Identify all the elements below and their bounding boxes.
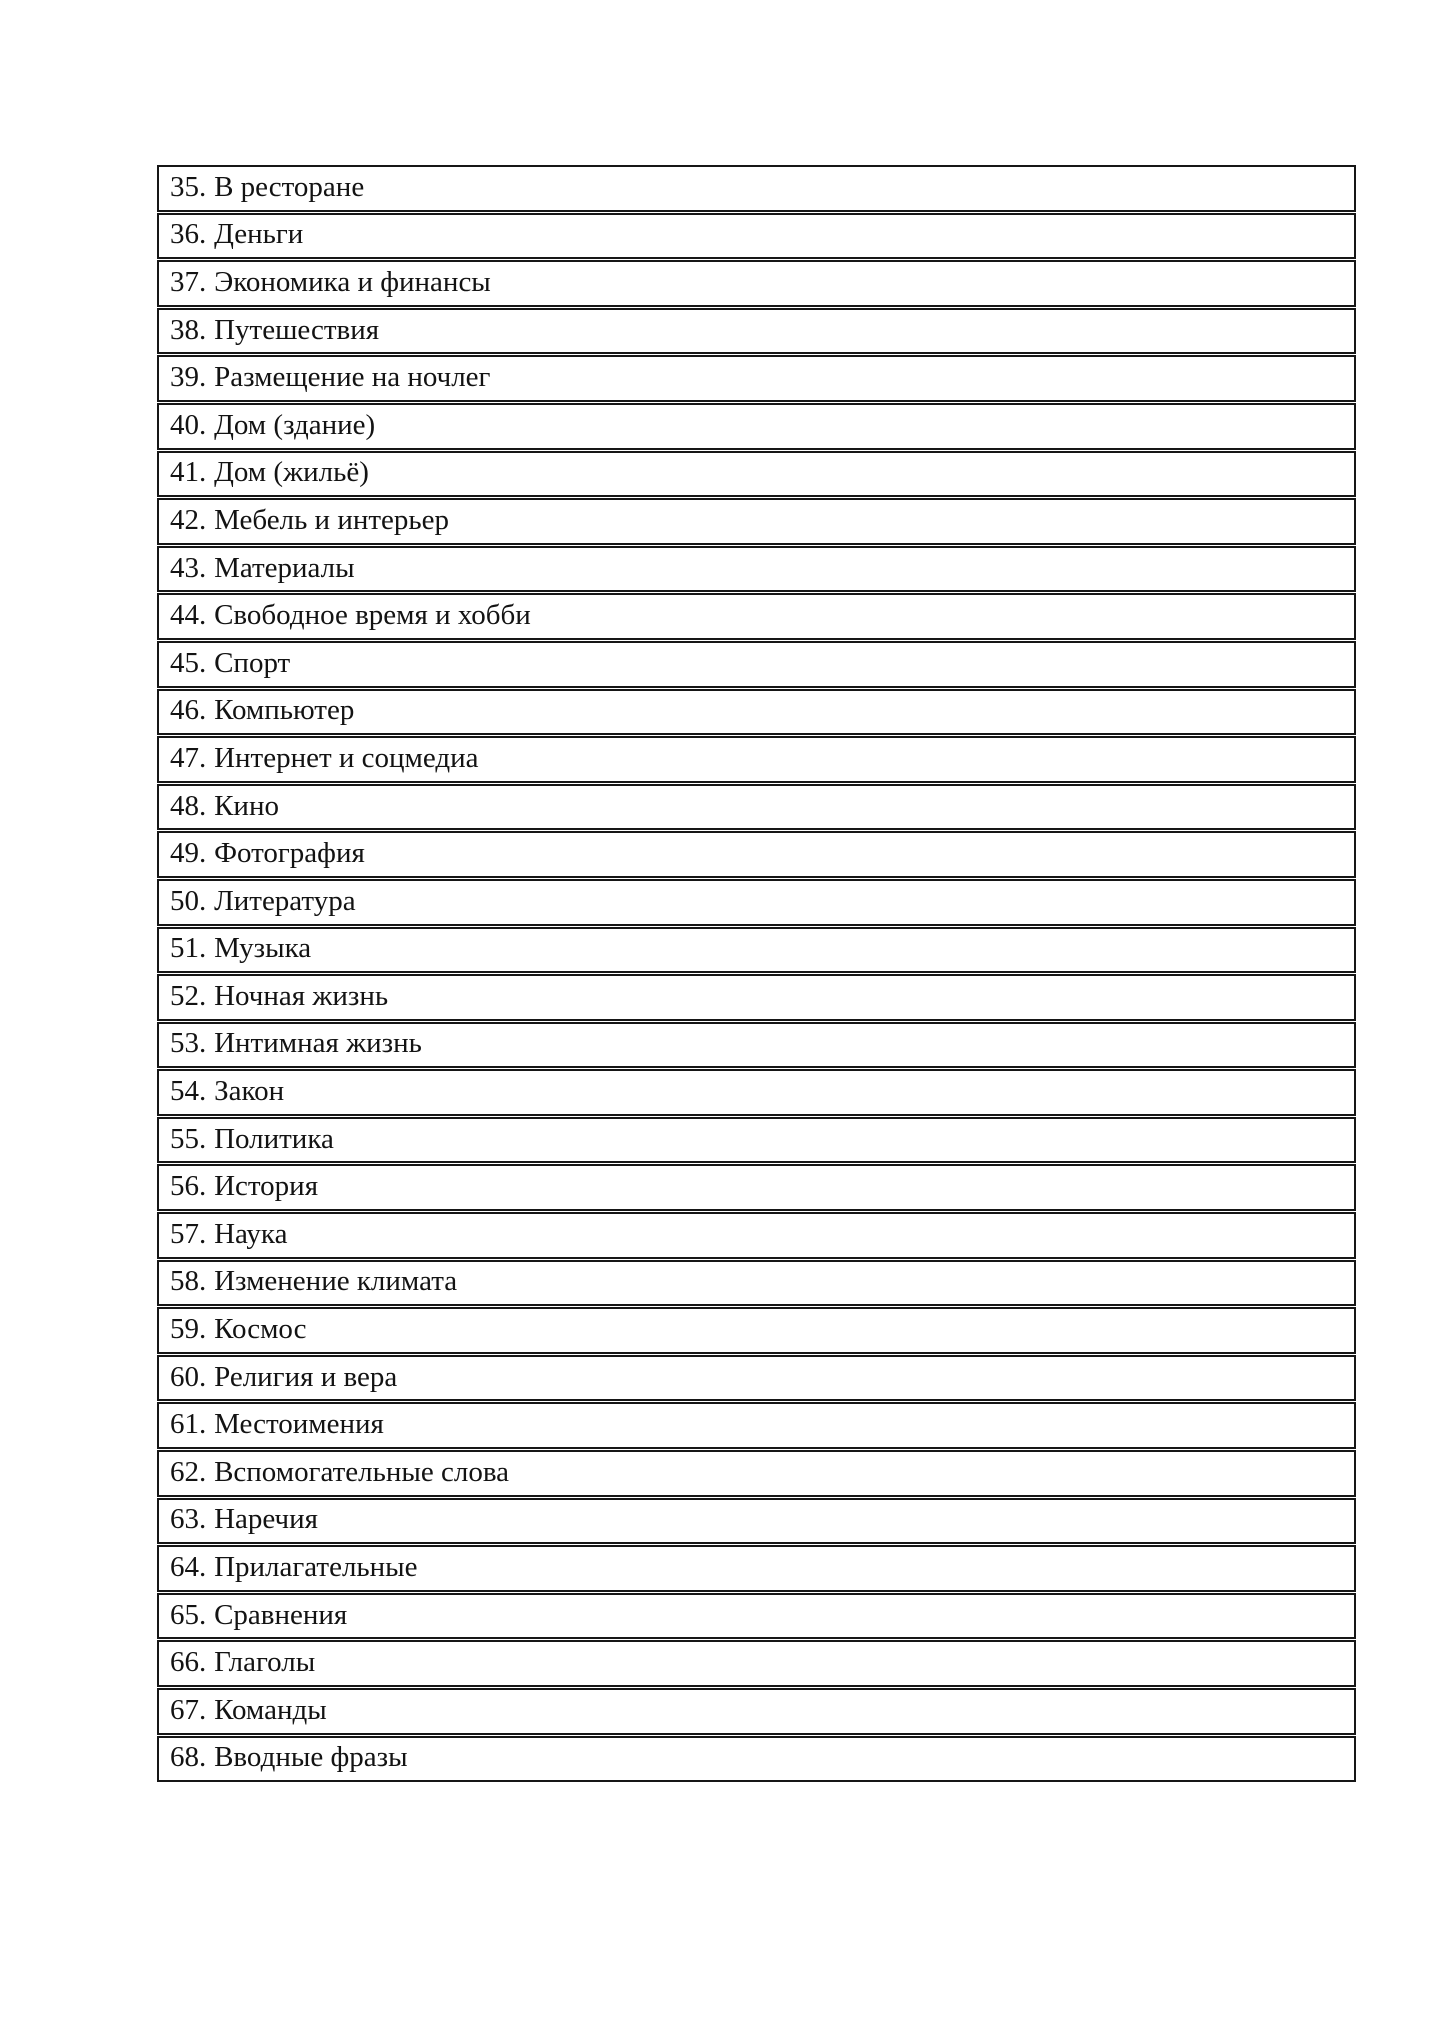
item-title: Фотография <box>214 837 365 870</box>
list-item <box>157 1450 1356 1497</box>
item-title: В ресторане <box>214 170 365 203</box>
item-title: Мебель и интерьер <box>214 503 449 536</box>
item-title: Интимная жизнь <box>214 1027 422 1060</box>
item-number: 57. <box>170 1217 207 1250</box>
list-item <box>157 593 1356 640</box>
list-item <box>157 1402 1356 1449</box>
item-number: 53. <box>170 1027 207 1060</box>
item-title: Изменение климата <box>214 1265 458 1298</box>
item-title: Дом (здание) <box>214 408 376 441</box>
list-item <box>157 831 1356 878</box>
list-item <box>157 213 1356 260</box>
contents-table <box>157 165 1356 1782</box>
item-title: Закон <box>214 1075 285 1108</box>
item-title: Команды <box>214 1693 327 1726</box>
item-title: Ночная жизнь <box>214 979 389 1012</box>
list-item <box>157 1164 1356 1211</box>
list-item <box>157 1022 1356 1069</box>
item-number: 45. <box>170 646 207 679</box>
item-title: Свободное время и хобби <box>214 599 531 632</box>
list-item <box>157 355 1356 402</box>
item-number: 44. <box>170 599 207 632</box>
list-item <box>157 1640 1356 1687</box>
item-title: Деньги <box>214 218 304 251</box>
item-number: 63. <box>170 1503 207 1536</box>
item-title: История <box>214 1170 319 1203</box>
item-number: 54. <box>170 1075 207 1108</box>
item-number: 51. <box>170 932 207 965</box>
list-item <box>157 546 1356 593</box>
item-title: Материалы <box>214 551 355 584</box>
item-title: Местоимения <box>214 1408 384 1441</box>
list-item <box>157 403 1356 450</box>
list-item <box>157 641 1356 688</box>
item-number: 64. <box>170 1551 207 1584</box>
item-number: 37. <box>170 265 207 298</box>
item-title: Глаголы <box>214 1646 316 1679</box>
item-number: 52. <box>170 979 207 1012</box>
item-title: Прилагательные <box>214 1551 418 1584</box>
list-item <box>157 689 1356 736</box>
list-item <box>157 308 1356 355</box>
item-number: 42. <box>170 503 207 536</box>
item-number: 56. <box>170 1170 207 1203</box>
item-number: 48. <box>170 789 207 822</box>
list-item <box>157 1212 1356 1259</box>
item-number: 35. <box>170 170 207 203</box>
list-item <box>157 879 1356 926</box>
list-item <box>157 1307 1356 1354</box>
list-item <box>157 927 1356 974</box>
item-number: 41. <box>170 456 207 489</box>
item-title: Дом (жильё) <box>214 456 369 489</box>
item-number: 65. <box>170 1598 207 1631</box>
item-number: 55. <box>170 1122 207 1155</box>
item-title: Экономика и финансы <box>214 265 491 298</box>
list-item <box>157 1069 1356 1116</box>
item-title: Космос <box>214 1313 307 1346</box>
item-number: 59. <box>170 1313 207 1346</box>
list-item <box>157 736 1356 783</box>
item-title: Вводные фразы <box>214 1741 408 1774</box>
list-item <box>157 1260 1356 1307</box>
list-item <box>157 165 1356 212</box>
item-number: 40. <box>170 408 207 441</box>
item-number: 60. <box>170 1360 207 1393</box>
item-title: Размещение на ночлег <box>214 361 491 394</box>
item-title: Политика <box>214 1122 334 1155</box>
item-number: 67. <box>170 1693 207 1726</box>
item-number: 46. <box>170 694 207 727</box>
item-title: Религия и вера <box>214 1360 398 1393</box>
item-title: Наречия <box>214 1503 318 1536</box>
item-title: Компьютер <box>214 694 355 727</box>
item-title: Литература <box>214 884 356 917</box>
item-number: 58. <box>170 1265 207 1298</box>
list-item <box>157 1498 1356 1545</box>
list-item <box>157 1688 1356 1735</box>
item-number: 50. <box>170 884 207 917</box>
list-item <box>157 1117 1356 1164</box>
list-item <box>157 974 1356 1021</box>
list-item <box>157 1593 1356 1640</box>
item-title: Кино <box>214 789 279 822</box>
list-item <box>157 1355 1356 1402</box>
item-title: Спорт <box>214 646 291 679</box>
item-title: Вспомогательные слова <box>214 1455 510 1488</box>
item-number: 43. <box>170 551 207 584</box>
item-number: 49. <box>170 837 207 870</box>
list-item <box>157 498 1356 545</box>
item-number: 66. <box>170 1646 207 1679</box>
list-item <box>157 1736 1356 1783</box>
item-number: 68. <box>170 1741 207 1774</box>
list-item <box>157 260 1356 307</box>
item-number: 36. <box>170 218 207 251</box>
item-number: 61. <box>170 1408 207 1441</box>
item-title: Сравнения <box>214 1598 348 1631</box>
item-number: 47. <box>170 741 207 774</box>
item-title: Интернет и соцмедиа <box>214 741 479 774</box>
list-item <box>157 451 1356 498</box>
item-title: Наука <box>214 1217 288 1250</box>
item-number: 39. <box>170 361 207 394</box>
item-title: Путешествия <box>214 313 380 346</box>
list-item <box>157 1545 1356 1592</box>
item-number: 62. <box>170 1455 207 1488</box>
list-item <box>157 784 1356 831</box>
item-number: 38. <box>170 313 207 346</box>
item-title: Музыка <box>214 932 312 965</box>
